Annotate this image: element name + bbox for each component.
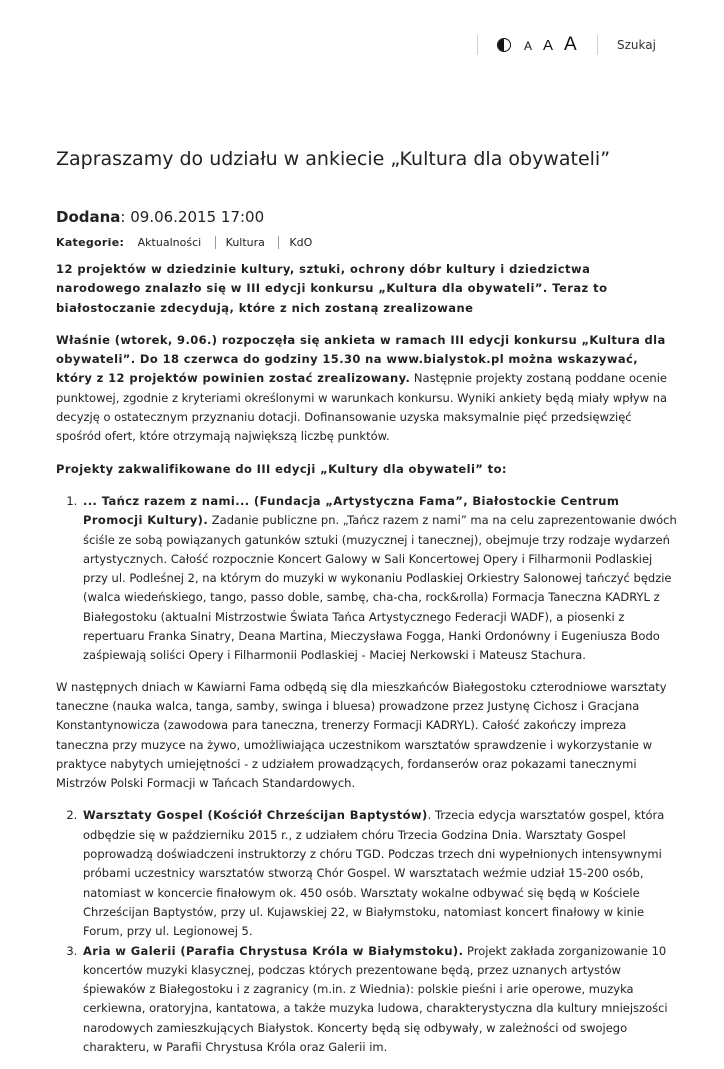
font-size-large-button[interactable]: A xyxy=(564,34,577,55)
publish-date-label: Dodana xyxy=(56,208,121,226)
article-lead: 12 projektów w dziedzinie kultury, sztuki, ochrony dóbr kultury i dziedzictwa narodowego znalazło się w III edycji konkursu „Kultura dla obywateli”. Teraz to białostoczanie zdecydują, które z nich zostaną zrealizowane xyxy=(56,262,608,315)
category-link[interactable]: Kultura xyxy=(215,236,275,249)
project-title: Aria w Galerii (Parafia Chrystusa Króla w Białymstoku). xyxy=(83,943,464,958)
publish-date xyxy=(56,208,264,226)
category-link[interactable]: Aktualności xyxy=(137,236,202,249)
project-description: . Trzecia edycja warsztatów gospel, która odbędzie się w październiku 2015 r., z udziałem chóru Trzecia Godzina Dnia. Warsztaty Gospel poprowadzą doświadczeni instruktorzy z chóru TGD. Podczas trzech dni wypełnionych intensywnymi próbami uczestnicy warsztatów stworzą Chór Gospel. W warsztatach weźmie udział 15-200 osób, natomiast w koncercie finałowym ok. 450 osób. Warsztaty wokalne odbywać się będą w Kościele Chrześcijan Baptystów, przy ul. Kujawskiej 22, w Białymstoku, natomiast koncert finałowy w kinie Forum, przy ul. Legionowej 5. xyxy=(83,808,665,939)
article-intro xyxy=(56,331,678,447)
projects-list xyxy=(56,492,678,666)
categories xyxy=(56,236,322,249)
list-item xyxy=(81,492,678,666)
page-title: Zapraszamy do udziału w ankiecie „Kultura dla obywateli” xyxy=(56,148,611,170)
contrast-icon[interactable] xyxy=(497,38,511,52)
project-title: Warsztaty Gospel (Kościół Chrześcijan Baptystów) xyxy=(83,808,428,823)
projects-heading: Projekty zakwalifikowane do III edycji „Kultury dla obywateli” to: xyxy=(56,461,507,476)
publish-date-value: : 09.06.2015 17:00 xyxy=(120,208,265,226)
project-description: Zadanie publiczne pn. „Tańcz razem z nami” ma na celu zaprezentowanie dwóch ściśle ze sobą powiązanych gatunków sztuki (muzycznej i tanecznej), obejmuje trzy rodzaje wydarzeń artystycznych. Całość rozpocznie Koncert Galowy w Sali Koncertowej Opery i Filharmonii Podlaskiej przy ul. Podleśnej 2, na którym do muzyki w wykonaniu Podlaskiej Orkiestry Salonowej tańczyć będzie (walca wiedeńskiego, tango, passo doble, sambę, cha-cha, rock&rolla) Formacja Taneczna KADRYL z Białegostoku (aktualni Mistrzostwie Świata Tańca Artystycznego Federacji WADF), a piosenki z repertuaru Franka Sinatry, Deana Martina, Mieczysława Fogga, Hanki Ordonówny i Eugeniusza Bodo zaśpiewają soliści Opery i Filharmonii Podlaskiej - Maciej Nerkowski i Mateusz Stachura. xyxy=(83,513,677,663)
projects-list xyxy=(56,806,678,1057)
list-item xyxy=(81,806,678,941)
font-size-small-button[interactable]: A xyxy=(524,39,533,53)
list-item xyxy=(81,942,678,1058)
accessibility-toolbar xyxy=(0,30,724,60)
project-title: ... Tańcz razem z nami... (Fundacja „Artystyczna Fama”, Białostockie Centrum Promocji Kultury). xyxy=(83,493,620,528)
intro-bold: Właśnie (wtorek, 9.06.) rozpoczęła się ankieta w ramach III edycji konkursu „Kultura dla obywateli”. Do 18 czerwca do godziny 15.30 na www.bialystok.pl można wskazywać, który z 12 projektów powinien zostać zrealizowany. xyxy=(56,332,666,386)
search-link[interactable]: Szukaj xyxy=(617,38,656,52)
project-extra-description: W następnych dniach w Kawiarni Fama odbędą się dla mieszkańców Białegostoku czterodniowe warsztaty taneczne (nauka walca, tanga, samby, swinga i bluesa) prowadzone przez Justynę Cichosz i Gracjana Konstantynowicza (zawodowa para taneczna, trenerzy Formacji KADRYL). Całość zakończy impreza taneczna przy muzyce na żywo, umożliwiająca uczestnikom warsztatów sprawdzenie i wykorzystanie w praktyce nabytych umiejętności - z udziałem prowadzących, fordanserów oraz pokazami tanecznymi Mistrzów Polski Formacji w Tańcach Standardowych. xyxy=(56,679,667,791)
project-description: Projekt zakłada zorganizowanie 10 koncertów muzyki klasycznej, podczas których prezentowane będą, przez uznanych artystów śpiewaków z Białegostoku i z zagranicy (m.in. z Wiednia): polskie pieśni i arie operowe, muzyka cerkiewna, oratoryjna, kantatowa, a także muzyka ludowa, charakterystyczna dla kultury mniejszości narodowych zamieszkujących Białystok. Koncerty będą się odbywały, w zależności od swojego charakteru, w Parafii Chrystusa Króla oraz Galerii im. xyxy=(83,943,668,1054)
toolbar-divider xyxy=(597,35,598,55)
toolbar-divider xyxy=(477,35,478,55)
article-body xyxy=(56,260,678,1069)
font-size-medium-button[interactable]: A xyxy=(543,37,554,54)
intro-rest: Następnie projekty zostaną poddane ocenie punktowej, zgodnie z kryteriami określonymi w warunkach konkursu. Wyniki ankiety będą miały wpływ na decyzję o ostatecznym przyznaniu dotacji. Dofinansowanie uzyska maksymalnie pięć przedsięwzięć spośród ofert, które otrzymają największą liczbę punktów. xyxy=(56,371,668,444)
category-link[interactable]: KdO xyxy=(278,236,322,249)
categories-label: Kategorie: xyxy=(56,236,125,249)
